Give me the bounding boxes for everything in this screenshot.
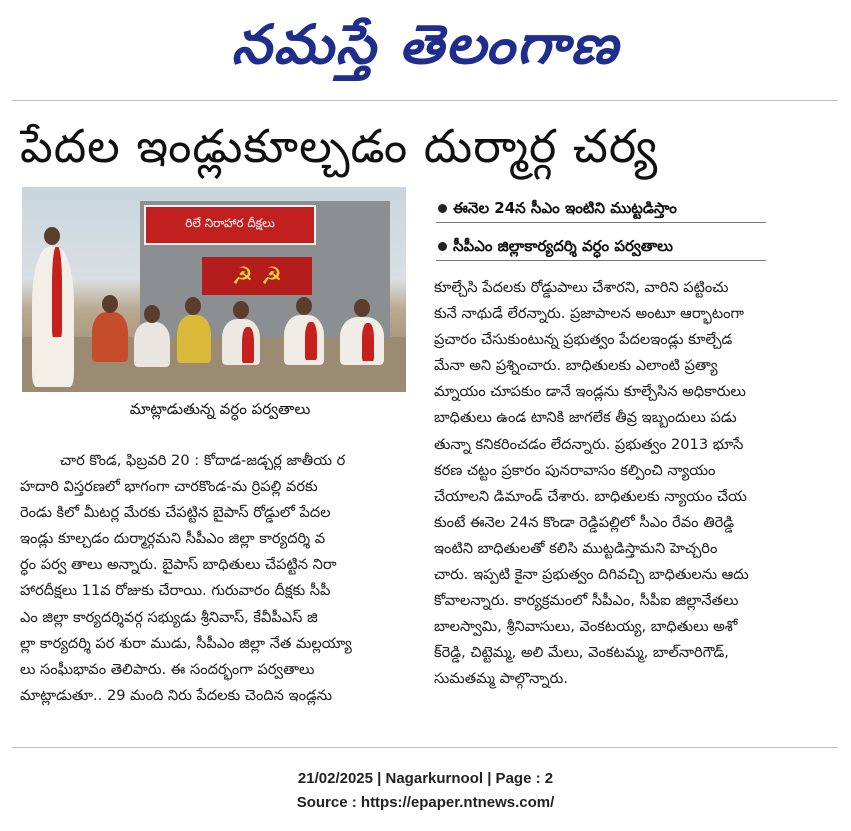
paragraph-line: చారు. ఇప్పటి కైనా ప్రభుత్వం దిగివచ్చి బాధితులను ఆదు bbox=[434, 566, 749, 584]
paragraph-line: మ్నాయం చూపకుం డానే ఇండ్లను కూల్చేసిన అధికారులు bbox=[434, 383, 746, 401]
paragraph-line: ప్రచారం చేసుకుంటున్న ప్రభుత్వం పేదలఇండ్లు కూల్చేడ bbox=[434, 331, 733, 349]
seated-person-head bbox=[144, 305, 160, 323]
paragraph-line: ర్ధం పర్వ తాలు అన్నారు. బైపాస్ బాధితులు చేపట్టిన నిరా bbox=[20, 556, 337, 574]
paragraph-line: కునే నాథుడే లేరన్నారు. ప్రజాపాలన అంటూ ఆర్భాటంగా bbox=[434, 305, 744, 323]
photo-flag-banner bbox=[202, 257, 312, 295]
hammer-sickle-icon: ☭ ☭ bbox=[231, 262, 283, 290]
bullet-dot-icon bbox=[438, 204, 447, 213]
seated-person bbox=[92, 312, 128, 362]
article-left-column bbox=[20, 448, 412, 709]
seated-person bbox=[305, 322, 317, 360]
paragraph-line: బాధితులు ఉండ టానికి జాగలేక తీవ్ర ఇబ్బందులు పడు bbox=[434, 409, 737, 427]
seated-person bbox=[134, 322, 170, 367]
seated-person-head bbox=[354, 299, 370, 317]
paragraph-line: లు సంఘీభావం తెలిపారు. ఈ సందర్భంగా పర్వతాలు bbox=[20, 660, 315, 678]
subheading-text: సీపీఎం జిల్లాకార్యదర్శి వర్ధం పర్వతాలు bbox=[453, 237, 673, 255]
seated-person bbox=[222, 319, 260, 365]
paragraph-line: ఇంటిని బాధితులతో కలిసి ముట్టడిస్తామని హెచ్చరిం bbox=[434, 539, 718, 557]
paragraph-line: క్‌రెడ్డి, చిట్టెమ్మ, అలి మేలు, వెంకటమ్మ, బాల్‌నారిగౌడ్, bbox=[434, 644, 729, 662]
subheading-underline bbox=[436, 222, 766, 223]
seated-person bbox=[242, 327, 254, 363]
paragraph-line: చార కొండ, ఫిబ్రవరి 20 : కోదాడ-జడ్చర్ల జాతీయ ర bbox=[60, 452, 346, 469]
paragraph-line: కూల్చేసి పేదలకు రోడ్డుపాలు చేశారని, వారిని పట్టించు bbox=[434, 279, 729, 296]
seated-person bbox=[284, 315, 324, 365]
subheading-bullet-2 bbox=[438, 232, 673, 260]
photo-caption: మాట్లాడుతున్న వర్ధం పర్వతాలు bbox=[129, 400, 311, 418]
paragraph-line: మాట్లాడుతూ.. 29 మంది నిరు పేదలకు చెందిన ఇండ్లను bbox=[20, 686, 333, 704]
seated-person bbox=[177, 315, 211, 363]
seated-person-head bbox=[233, 301, 249, 319]
article-photo bbox=[22, 187, 406, 392]
subheading-underline bbox=[436, 260, 766, 261]
paragraph-line: ల్లా కార్యదర్శి పర శురా ముడు, సీపీఎం జిల్లా నేత మల్లయ్యా bbox=[20, 634, 352, 652]
subheading-text: ఈనెల 24న సీఎం ఇంటిని ముట్టడిస్తాం bbox=[453, 199, 677, 217]
bullet-dot-icon bbox=[438, 242, 447, 251]
speaker-scarf bbox=[52, 247, 62, 337]
seated-person-head bbox=[296, 297, 312, 315]
subheading-bullet-1 bbox=[438, 194, 677, 222]
paragraph-line: ఇండ్లు కూల్చడం దుర్మార్గమని సీపీఎం జిల్లా కార్యదర్శి వ bbox=[20, 530, 326, 548]
speaker-head bbox=[44, 227, 60, 245]
paragraph-line: హదారి విస్తరణలో భాగంగా చారకొండ-మ ర్రిపల్లి వరకు bbox=[20, 478, 318, 496]
paragraph-line: సుమతమ్మ పాల్గొన్నారు. bbox=[434, 670, 568, 688]
footer-source: Source : https://epaper.ntnews.com/ bbox=[296, 794, 555, 811]
photo-banner-text: రిలే నిరాహార దీక్షలు bbox=[185, 216, 275, 230]
paragraph-line: ఎం జిల్లా కార్యదర్శివర్గ సభ్యుడు శ్రీనివాస్, కేవీపీఎస్ జి bbox=[20, 608, 318, 626]
paragraph-line: రెండు కిలో మీటర్ల మేరకు చేపట్టిన బైపాస్ రోడ్డులో పేదల bbox=[20, 504, 331, 522]
paragraph-line: మేనా అని ప్రశ్నించారు. బాధితులకు ఎలాంటి ప్రత్యా bbox=[434, 357, 718, 375]
seated-person-head bbox=[102, 295, 118, 313]
article-right-column bbox=[434, 275, 834, 693]
seated-person-head bbox=[185, 297, 201, 315]
paragraph-line: తున్నా కనికరించడం లేదన్నారు. ప్రభుత్వం 2013 భూసే bbox=[434, 435, 744, 453]
photo-banner bbox=[144, 205, 316, 245]
paragraph-line: బాలస్వామి, శ్రీనివాసులు, వెంకటయ్య, బాధితులు అశో bbox=[434, 618, 738, 636]
article-headline: పేదల ఇండ్లుకూల్చడం దుర్మార్గ చర్య bbox=[20, 119, 659, 173]
paragraph-line: చేయాలని డిమాండ్ చేశారు. బాధితులకు న్యాయం చేయ bbox=[434, 487, 747, 505]
paragraph-line: కోవాలన్నారు. కార్యక్రమంలో సీపీఎం, సీపీఐ జిల్లానేతలు bbox=[434, 592, 739, 610]
seated-person bbox=[362, 323, 374, 361]
newspaper-masthead: నమస్తే తెలంగాణ bbox=[231, 12, 620, 76]
paragraph-line: కుంటే ఈనెల 24న కొండా రెడ్డిపల్లిలో సీఎం రేవం తిరెడ్డి bbox=[434, 513, 735, 531]
paragraph-line: కరణ చట్టం ప్రకారం పునరావాసం కల్పించి న్యాయం bbox=[434, 461, 716, 479]
paragraph-line: హారదీక్షలు 11వ రోజుకు చేరాయి. గురువారం దీక్షకు సీపీ bbox=[20, 582, 331, 600]
footer-dateline: 21/02/2025 | Nagarkurnool | Page : 2 bbox=[297, 770, 554, 787]
